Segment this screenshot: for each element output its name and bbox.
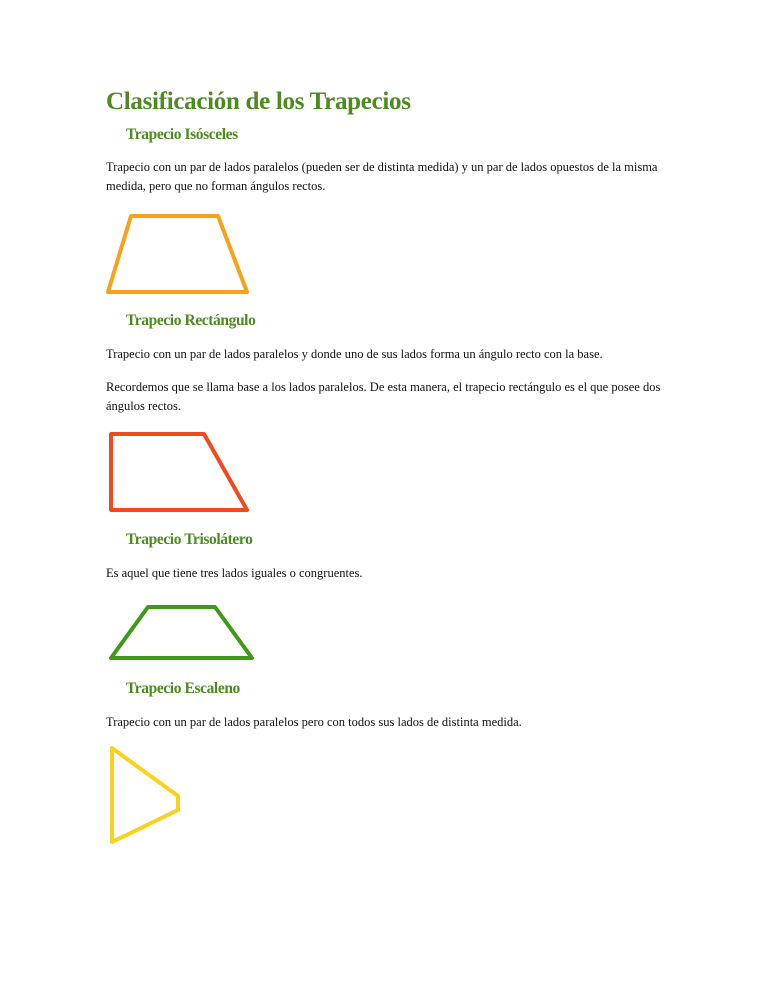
isosceles-trapezoid-shape (100, 208, 260, 302)
paragraph-escaleno: Trapecio con un par de lados paralelos pero con todos sus lados de distinta medida. (106, 715, 522, 729)
heading-trapecio-rectangulo: Trapecio Rectángulo (126, 312, 256, 329)
paragraph-rectangulo-2: Recordemos que se llama base a los lados paralelos. De esta manera, el trapecio rectángulo es el que posee dos ángulos rectos. (106, 380, 661, 413)
scalene-trapezoid-outline (112, 748, 178, 842)
paragraph-isosceles: Trapecio con un par de lados paralelos (pueden ser de distinta medida) y un par de lados opuestos de la misma medida, pero que no forman ángulos rectos. (106, 160, 658, 193)
right-trapezoid-shape (100, 426, 260, 520)
isosceles-trapezoid-outline (108, 216, 247, 292)
page-title: Clasificación de los Trapecios (106, 88, 411, 115)
heading-trapecio-escaleno: Trapecio Escaleno (126, 680, 240, 697)
heading-trapecio-isosceles: Trapecio Isósceles (126, 126, 238, 143)
heading-trapecio-trisolatero: Trapecio Trisolátero (126, 531, 253, 548)
paragraph-trisolatero: Es aquel que tiene tres lados iguales o congruentes. (106, 566, 363, 580)
scalene-trapezoid-shape (100, 740, 190, 850)
paragraph-rectangulo-1: Trapecio con un par de lados paralelos y donde uno de sus lados forma un ángulo recto con la base. (106, 347, 603, 361)
right-trapezoid-outline (111, 434, 247, 510)
trisolatero-trapezoid-outline (111, 607, 252, 658)
trisolatero-trapezoid-shape (100, 598, 262, 668)
